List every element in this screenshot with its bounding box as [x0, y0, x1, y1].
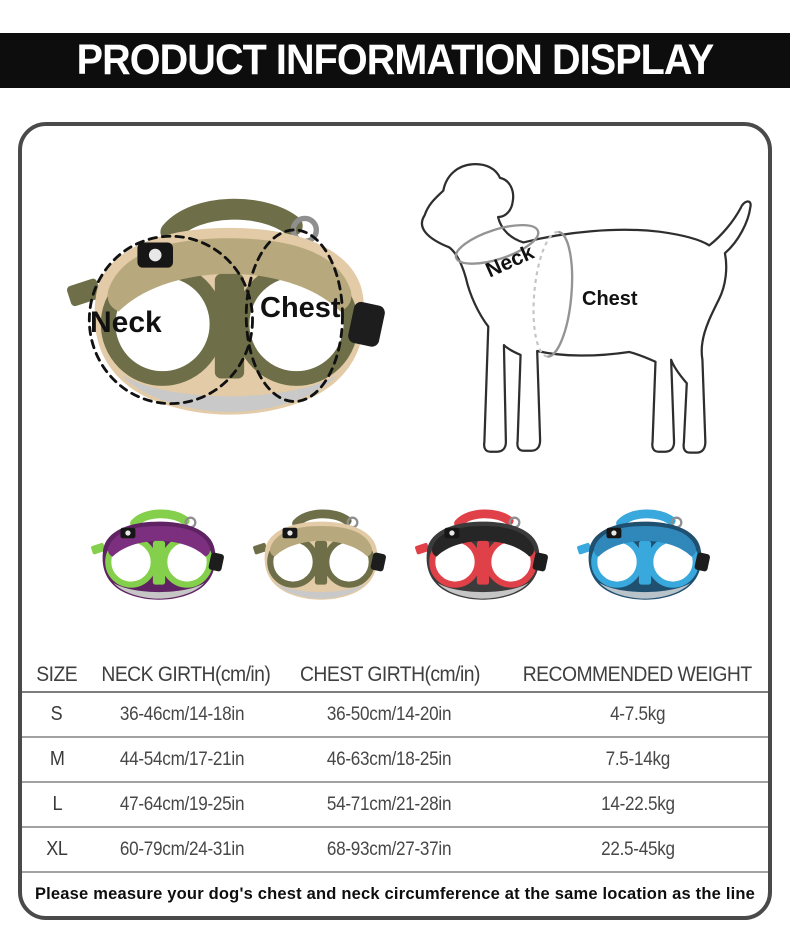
neck-girth-cell: 44-54cm/17-21in: [119, 748, 245, 770]
harness-neck-label: Neck: [90, 306, 162, 339]
dog-neck-label: Neck: [482, 240, 538, 283]
table-row-m: [22, 738, 768, 783]
size-cell: L: [52, 793, 62, 815]
chest-girth-cell: 68-93cm/27-37in: [327, 838, 452, 860]
size-cell: XL: [46, 838, 68, 860]
col-header-size: SIZE: [36, 661, 78, 686]
dog-chest-label: Chest: [582, 288, 638, 310]
title-banner: [0, 33, 790, 88]
table-row-l: [22, 783, 768, 828]
measure-note-row: [22, 873, 768, 915]
table-row-xl: [22, 828, 768, 873]
variant-harness-drawing: [413, 504, 553, 618]
variant-harness-drawing: [575, 504, 715, 618]
neck-girth-cell: 47-64cm/19-25in: [119, 793, 245, 815]
weight-cell: 4-7.5kg: [609, 703, 666, 725]
neck-girth-cell: 36-46cm/14-18in: [119, 703, 245, 725]
size-cell: M: [49, 748, 65, 770]
col-header-chest: CHEST GIRTH(cm/in): [299, 661, 480, 686]
variant-purple-green: [89, 504, 229, 618]
weight-cell: 7.5-14kg: [605, 748, 670, 770]
page-title: PRODUCT INFORMATION DISPLAY: [76, 36, 714, 84]
variant-khaki-olive: [251, 504, 391, 618]
harness-chest-label: Chest: [260, 292, 341, 324]
variant-blue: [575, 504, 715, 618]
variant-harness-drawing: [251, 504, 391, 618]
harness-photo: [62, 186, 397, 458]
measure-note-text: Please measure your dog's chest and neck circumference at the same location as the line: [34, 884, 756, 903]
variant-harness-drawing: [89, 504, 229, 618]
col-header-weight: RECOMMENDED WEIGHT: [523, 661, 752, 686]
chest-girth-cell: 36-50cm/14-20in: [327, 703, 452, 725]
size-chart-header-row: [22, 657, 768, 693]
size-chart: [22, 657, 768, 915]
weight-cell: 14-22.5kg: [600, 793, 675, 815]
dog-measurement-diagram: [413, 152, 765, 460]
weight-cell: 22.5-45kg: [600, 838, 675, 860]
neck-girth-cell: 60-79cm/24-31in: [119, 838, 245, 860]
size-cell: S: [51, 703, 63, 725]
size-chart-body: [22, 693, 768, 873]
chest-girth-cell: 46-63cm/18-25in: [327, 748, 452, 770]
chest-girth-cell: 54-71cm/21-28in: [327, 793, 452, 815]
color-variants-row: [22, 504, 768, 618]
content-frame: [18, 122, 772, 920]
variant-black-red: [413, 504, 553, 618]
table-row-s: [22, 693, 768, 738]
col-header-neck: NECK GIRTH(cm/in): [101, 661, 271, 686]
